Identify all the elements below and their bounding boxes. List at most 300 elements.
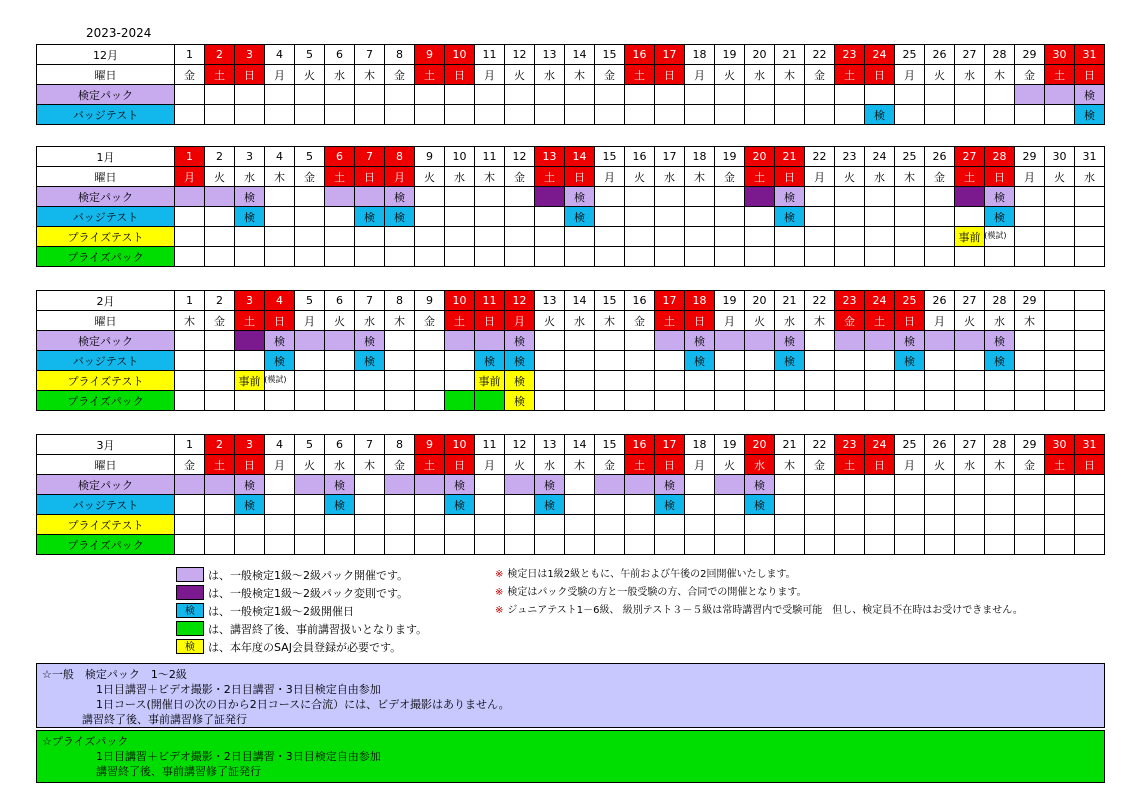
weekday-cell: 日: [445, 455, 475, 475]
day-number: 24: [865, 45, 895, 65]
cell-mark: 事前: [958, 230, 981, 244]
day-number: 4: [265, 435, 295, 455]
cell-mark: 検: [364, 210, 375, 224]
weekday-cell: 月: [385, 167, 415, 187]
schedule-cell: [175, 515, 205, 535]
schedule-cell: [1045, 207, 1075, 227]
day-number: 17: [655, 147, 685, 167]
schedule-cell: [535, 535, 565, 555]
schedule-cell: [205, 227, 235, 247]
schedule-cell: [445, 495, 475, 515]
schedule-cell: [655, 391, 685, 411]
schedule-cell: [415, 495, 445, 515]
schedule-cell: [475, 187, 505, 207]
schedule-cell: [955, 85, 985, 105]
schedule-cell: [955, 351, 985, 371]
schedule-cell: [625, 515, 655, 535]
schedule-cell: [535, 187, 565, 207]
row-label-kentei: 検定パック: [37, 475, 175, 495]
schedule-cell: [265, 475, 295, 495]
schedule-cell: [205, 391, 235, 411]
schedule-cell: [985, 105, 1015, 125]
schedule-cell: [715, 515, 745, 535]
schedule-cell: [955, 187, 985, 207]
cell-mark: 検: [994, 334, 1005, 348]
schedule-cell: [715, 535, 745, 555]
day-number: 4: [265, 45, 295, 65]
schedule-cell: [235, 331, 265, 351]
day-number: 30: [1045, 45, 1075, 65]
schedule-cell: [235, 495, 265, 515]
schedule-cell: [235, 535, 265, 555]
schedule-cell: [715, 495, 745, 515]
schedule-cell: [1075, 247, 1105, 267]
schedule-cell: [865, 371, 895, 391]
schedule-cell: [985, 495, 1015, 515]
schedule-cell: [925, 475, 955, 495]
cell-mark: 検: [874, 108, 885, 122]
schedule-cell: [685, 515, 715, 535]
schedule-cell: [925, 515, 955, 535]
cell-mark: 検: [544, 498, 555, 512]
schedule-cell: [715, 207, 745, 227]
schedule-cell: [445, 515, 475, 535]
weekday-cell: 火: [295, 65, 325, 85]
weekday-cell: 月: [715, 311, 745, 331]
schedule-cell: [295, 535, 325, 555]
schedule-cell: [685, 495, 715, 515]
schedule-cell: [355, 85, 385, 105]
schedule-cell: [415, 105, 445, 125]
schedule-cell: [715, 187, 745, 207]
schedule-cell: [475, 331, 505, 351]
schedule-cell: [475, 371, 505, 391]
schedule-cell: [535, 247, 565, 267]
schedule-cell: [925, 495, 955, 515]
schedule-cell: [355, 391, 385, 411]
schedule-cell: [265, 247, 295, 267]
weekday-cell: 土: [415, 455, 445, 475]
day-number: 25: [895, 147, 925, 167]
schedule-cell: [745, 475, 775, 495]
weekday-cell: 日: [895, 311, 925, 331]
schedule-cell: [535, 331, 565, 351]
day-number: 2: [205, 45, 235, 65]
kentei-pack-line: 1日コース(開催日の次の日から2日コースに合流）には、ビデオ撮影はありません。: [96, 698, 510, 711]
weekday-cell: 日: [565, 167, 595, 187]
schedule-cell: [895, 475, 925, 495]
schedule-cell: [655, 207, 685, 227]
day-number: 14: [565, 45, 595, 65]
schedule-cell: [925, 85, 955, 105]
weekday-cell: 火: [205, 167, 235, 187]
schedule-cell: [595, 331, 625, 351]
schedule-cell: [175, 207, 205, 227]
schedule-cell: [445, 105, 475, 125]
weekday-cell: 日: [985, 167, 1015, 187]
day-number: 17: [655, 435, 685, 455]
schedule-cell: [805, 247, 835, 267]
schedule-cell: [415, 391, 445, 411]
weekday-cell: 木: [805, 311, 835, 331]
schedule-cell: [595, 247, 625, 267]
day-number: 13: [535, 45, 565, 65]
day-number: 2: [205, 147, 235, 167]
schedule-cell: [205, 371, 235, 391]
schedule-cell: [985, 371, 1015, 391]
schedule-cell: [535, 351, 565, 371]
schedule-cell: [355, 495, 385, 515]
schedule-cell: [475, 105, 505, 125]
empty-cell: [1075, 311, 1105, 331]
legend-item: [176, 602, 427, 619]
schedule-cell: [175, 495, 205, 515]
notes: [495, 566, 1023, 620]
schedule-cell: [595, 207, 625, 227]
weekday-cell: 木: [175, 311, 205, 331]
schedule-cell: [1075, 351, 1105, 371]
schedule-cell: [505, 207, 535, 227]
weekday-cell: 金: [715, 167, 745, 187]
schedule-cell: [775, 351, 805, 371]
day-number: 21: [775, 147, 805, 167]
day-number: 1: [175, 435, 205, 455]
schedule-cell: [925, 351, 955, 371]
day-number: 27: [955, 435, 985, 455]
day-number: 8: [385, 435, 415, 455]
schedule-cell: [175, 535, 205, 555]
schedule-cell: [385, 247, 415, 267]
weekday-cell: 火: [955, 311, 985, 331]
schedule-cell: [955, 515, 985, 535]
schedule-cell: [205, 207, 235, 227]
weekday-cell: 木: [355, 65, 385, 85]
row-label-prize-pack: プライズパック: [37, 535, 175, 555]
schedule-cell: [565, 495, 595, 515]
note-item: ※ 検定日は1級2級ともに、午前および午後の2回開催いたします。: [495, 569, 796, 580]
asterisk-icon: ※: [495, 587, 504, 598]
schedule-cell: [925, 247, 955, 267]
schedule-cell: [325, 371, 355, 391]
schedule-cell: [505, 475, 535, 495]
note-item: ※ ジュニアテスト1－6級、 級別テスト３－５級は常時講習内で受験可能 但し、検定員不在時はお受けできません。: [495, 605, 1023, 616]
schedule-cell: [985, 331, 1015, 351]
day-number: 24: [865, 147, 895, 167]
schedule-cell: [685, 207, 715, 227]
schedule-cell: [865, 515, 895, 535]
cell-mark: 検: [244, 498, 255, 512]
schedule-cell: [355, 371, 385, 391]
schedule-cell: [1045, 105, 1075, 125]
weekday-cell: 月: [895, 455, 925, 475]
weekday-cell: 火: [715, 65, 745, 85]
day-number: 27: [955, 147, 985, 167]
schedule-cell: [625, 351, 655, 371]
day-number: 3: [235, 291, 265, 311]
cell-mark: 検: [514, 334, 525, 348]
schedule-cell: [415, 371, 445, 391]
schedule-cell: [1075, 495, 1105, 515]
weekday-cell: 月: [265, 455, 295, 475]
schedule-cell: [385, 105, 415, 125]
schedule-cell: [775, 85, 805, 105]
schedule-cell: [265, 331, 295, 351]
cell-mark: 検: [454, 478, 465, 492]
schedule-cell: [1075, 207, 1105, 227]
schedule-cell: [595, 391, 625, 411]
schedule-cell: [865, 475, 895, 495]
day-number: 20: [745, 45, 775, 65]
schedule-cell: [655, 105, 685, 125]
cell-mark: 検: [244, 478, 255, 492]
schedule-cell: [985, 207, 1015, 227]
schedule-cell: [235, 351, 265, 371]
weekday-cell: 木: [985, 455, 1015, 475]
schedule-cell: [235, 371, 287, 391]
day-number: 8: [385, 45, 415, 65]
schedule-cell: [895, 227, 925, 247]
schedule-cell: [985, 247, 1015, 267]
cell-mark: 検: [334, 498, 345, 512]
cell-mark: 検: [994, 190, 1005, 204]
weekday-cell: 月: [925, 311, 955, 331]
schedule-cell: [445, 187, 475, 207]
schedule-cell: [745, 247, 775, 267]
legend-swatch: 検: [176, 603, 204, 618]
cell-mark: 事前: [238, 374, 261, 388]
weekday-cell: 土: [745, 167, 775, 187]
weekday-cell: 日: [445, 65, 475, 85]
cell-mark: 検: [364, 334, 375, 348]
schedule-cell: [895, 515, 925, 535]
schedule-cell: [565, 535, 595, 555]
weekday-row-label: 曜日: [37, 455, 175, 475]
schedule-cell: [865, 351, 895, 371]
schedule-cell: [565, 475, 595, 495]
schedule-cell: [1015, 475, 1045, 495]
schedule-cell: [655, 247, 685, 267]
schedule-cell: [895, 351, 925, 371]
schedule-cell: [565, 227, 595, 247]
row-label-badge: バッジテスト: [37, 351, 175, 371]
cell-mark: 検: [784, 334, 795, 348]
schedule-cell: [655, 371, 685, 391]
weekday-cell: 水: [325, 65, 355, 85]
weekday-cell: 金: [295, 167, 325, 187]
day-number: 28: [985, 435, 1015, 455]
day-number: 25: [895, 291, 925, 311]
schedule-cell: [385, 351, 415, 371]
schedule-cell: [265, 187, 295, 207]
schedule-cell: [175, 247, 205, 267]
day-number: 30: [1045, 435, 1075, 455]
weekday-cell: 金: [175, 455, 205, 475]
day-number: 1: [175, 45, 205, 65]
schedule-cell: [805, 105, 835, 125]
schedule-cell: [745, 207, 775, 227]
kentei-pack-title: ☆一般 検定パック 1～2級: [42, 668, 187, 681]
schedule-cell: [235, 391, 265, 411]
weekday-cell: 木: [265, 167, 295, 187]
weekday-cell: 水: [535, 455, 565, 475]
schedule-cell: [325, 515, 355, 535]
schedule-cell: [535, 475, 565, 495]
schedule-cell: [955, 227, 1007, 247]
schedule-cell: [835, 391, 865, 411]
calendar-march: [36, 434, 1105, 555]
weekday-cell: 水: [325, 455, 355, 475]
weekday-cell: 日: [865, 65, 895, 85]
weekday-cell: 水: [445, 167, 475, 187]
weekday-cell: 火: [835, 167, 865, 187]
day-number: 11: [475, 435, 505, 455]
day-number: 1: [175, 147, 205, 167]
schedule-cell: [505, 515, 535, 535]
schedule-cell: [295, 331, 325, 351]
schedule-cell: [565, 105, 595, 125]
legend-swatch: [176, 567, 204, 582]
weekday-cell: 金: [595, 455, 625, 475]
schedule-cell: [1045, 227, 1075, 247]
day-number: 13: [535, 435, 565, 455]
weekday-cell: 水: [565, 311, 595, 331]
schedule-cell: [505, 227, 535, 247]
weekday-cell: 木: [595, 311, 625, 331]
schedule-cell: [805, 515, 835, 535]
schedule-cell: [475, 495, 505, 515]
weekday-cell: 金: [625, 311, 655, 331]
schedule-cell: [745, 515, 775, 535]
schedule-cell: [835, 535, 865, 555]
day-number: 27: [955, 45, 985, 65]
schedule-cell: [595, 351, 625, 371]
day-number: 14: [565, 435, 595, 455]
cell-mark: 検: [334, 478, 345, 492]
schedule-cell: [565, 391, 595, 411]
schedule-cell: [355, 227, 385, 247]
weekday-cell: 木: [475, 167, 505, 187]
schedule-cell: [715, 351, 745, 371]
schedule-cell: [205, 495, 235, 515]
weekday-cell: 日: [1075, 65, 1105, 85]
schedule-cell: [385, 475, 415, 495]
schedule-cell: [745, 331, 775, 351]
day-number: 5: [295, 45, 325, 65]
schedule-cell: [625, 495, 655, 515]
weekday-cell: 水: [235, 167, 265, 187]
weekday-cell: 水: [1075, 167, 1105, 187]
schedule-cell: [385, 331, 415, 351]
schedule-cell: [625, 187, 655, 207]
cell-mark: 検: [694, 334, 705, 348]
schedule-cell: [355, 247, 385, 267]
calendar-december: [36, 44, 1105, 125]
schedule-cell: [235, 475, 265, 495]
day-number: 28: [985, 147, 1015, 167]
schedule-cell: [1015, 371, 1045, 391]
row-label-kentei: 検定パック: [37, 187, 175, 207]
schedule-cell: [1015, 535, 1045, 555]
mock-test-note: (模試): [984, 231, 1007, 240]
month-label: 3月: [37, 435, 175, 455]
day-number: 1: [175, 291, 205, 311]
weekday-cell: 火: [505, 65, 535, 85]
day-number: 26: [925, 147, 955, 167]
schedule-cell: [325, 391, 355, 411]
day-number: 22: [805, 45, 835, 65]
schedule-cell: [355, 351, 385, 371]
schedule-cell: [475, 475, 505, 495]
schedule-cell: [745, 187, 775, 207]
cell-mark: 検: [454, 498, 465, 512]
schedule-cell: [985, 515, 1015, 535]
schedule-cell: [1015, 85, 1045, 105]
schedule-cell: [895, 85, 925, 105]
day-number: 28: [985, 45, 1015, 65]
schedule-cell: [1015, 105, 1045, 125]
schedule-cell: [685, 85, 715, 105]
schedule-cell: [385, 207, 415, 227]
schedule-cell: [535, 391, 565, 411]
schedule-cell: [895, 247, 925, 267]
weekday-cell: 火: [925, 65, 955, 85]
weekday-cell: 金: [385, 65, 415, 85]
day-number: 4: [265, 291, 295, 311]
row-label-badge: バッジテスト: [37, 105, 175, 125]
schedule-cell: [175, 371, 205, 391]
schedule-cell: [625, 475, 655, 495]
schedule-cell: [1015, 515, 1045, 535]
schedule-cell: [745, 535, 775, 555]
schedule-cell: [565, 515, 595, 535]
schedule-cell: [295, 391, 325, 411]
kentei-pack-line: 1日目講習＋ビデオ撮影・2日目講習・3日目検定自由参加: [96, 683, 381, 696]
schedule-cell: [955, 247, 985, 267]
schedule-cell: [805, 475, 835, 495]
day-number: 19: [715, 291, 745, 311]
schedule-cell: [1015, 207, 1045, 227]
weekday-cell: 土: [655, 311, 685, 331]
weekday-cell: 水: [775, 311, 805, 331]
schedule-cell: [1045, 331, 1075, 351]
schedule-cell: [775, 495, 805, 515]
schedule-cell: [805, 187, 835, 207]
schedule-cell: [265, 207, 295, 227]
weekday-cell: 土: [865, 311, 895, 331]
schedule-cell: [985, 351, 1015, 371]
day-number: 19: [715, 45, 745, 65]
schedule-cell: [295, 187, 325, 207]
cell-mark: 検: [784, 190, 795, 204]
day-number: 26: [925, 291, 955, 311]
day-number: 10: [445, 291, 475, 311]
weekday-cell: 木: [985, 65, 1015, 85]
weekday-cell: 水: [865, 167, 895, 187]
cell-mark: 検: [244, 190, 255, 204]
day-number: 21: [775, 435, 805, 455]
schedule-cell: [835, 331, 865, 351]
schedule-cell: [355, 475, 385, 495]
schedule-cell: [955, 331, 985, 351]
schedule-cell: [625, 85, 655, 105]
weekday-cell: 火: [715, 455, 745, 475]
weekday-cell: 火: [325, 311, 355, 331]
weekday-cell: 土: [205, 65, 235, 85]
note-item: ※ 検定はパック受験の方と一般受験の方、合同での開催となります。: [495, 587, 807, 598]
schedule-cell: [715, 331, 745, 351]
schedule-cell: [625, 247, 655, 267]
weekday-cell: 金: [835, 311, 865, 331]
